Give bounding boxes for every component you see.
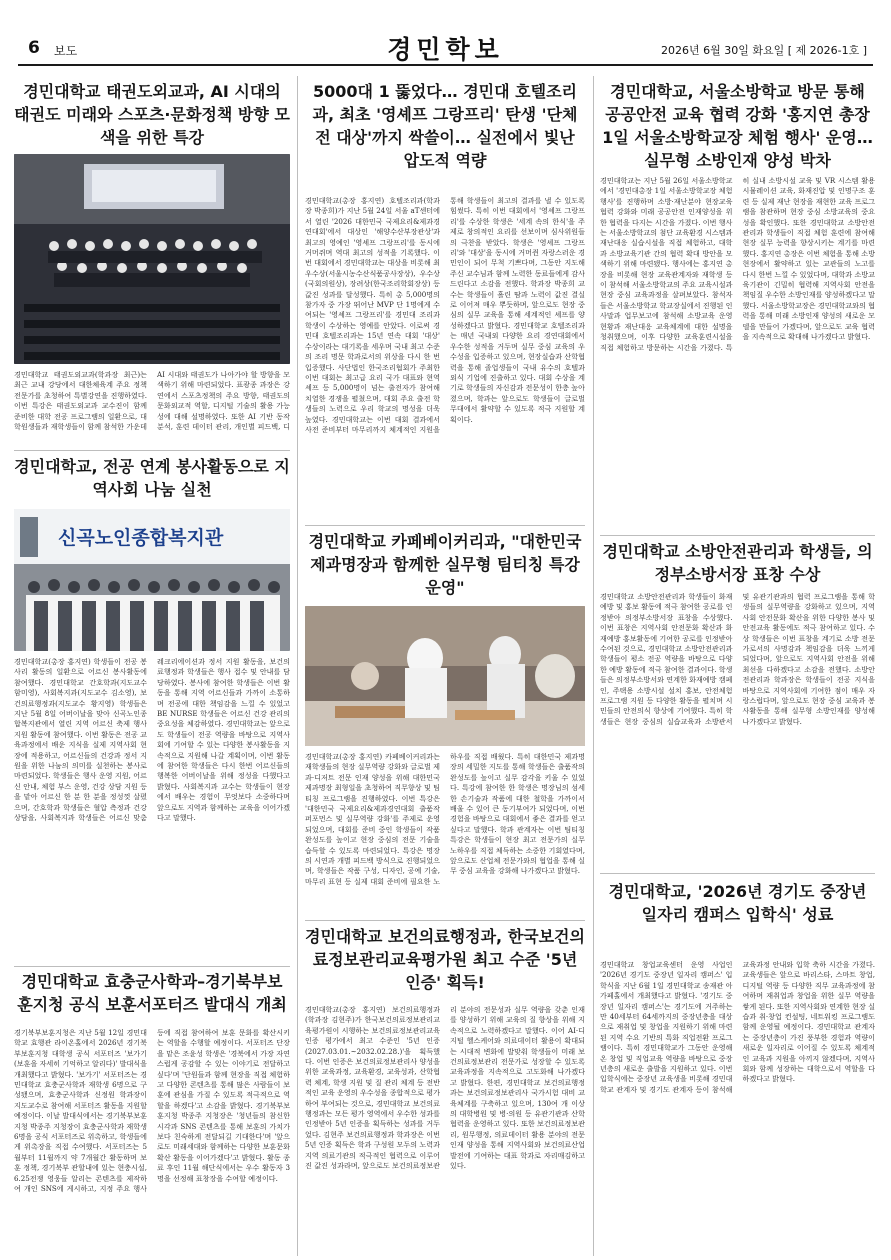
article-body: 경기북부보훈지청은 지난 5월 12일 경민대학교 효행관 라이온홀에서 2026년 경기북부보훈지청 대학생 공식 서포터즈 '보가기(보훈을 자세히 기억하고 알리다)' 발대식을 개최했다고 밝혔다. '보가기' 서포터즈는 경민대학교 효충군사학과 재학생 6명으로 구성됐으며, 효충군사학과 신정원 학과장이 지도교수로 참여해 서포터즈 활동을 지원할 예정이다. 이날 발대식에서는 경기북부보훈지청 박종주 지청장이 효충군사학과 재학생 6명을 공식 서포터즈로 위촉하고, 학생들에게 위촉장을 직접 수여했다. 서포터즈는 5월부터 11월까지 약 7개월간 활동하며 보훈 정책, 경기북부 관할내에 있는 현충시설, 6.25전쟁 영웅들 알리는 콘텐츠를 제작하여 개인 SNS에 게시하고, 지정 주요 행사 등에 직접 참여하여 보훈 문화를 확산시키는 역할을 수행할 예정이다. 서포터즈 단장을 맡은 조윤성 학생은 '경북에서 가장 자연스럽게 공감할 수 있는 이야기로 전달하고 싶다'며 '단원들과 함께 현장을 직접 체험하고 다양한 콘텐츠를 통해 많은 사람들이 보훈에 관심을 가질 수 있도록 적극적으로 역할을 하겠다'고 소감을 밝혔다. 경기북부보훈지청 박종주 지청장은 '청년들의 참신한 시각과 SNS 콘텐츠를 통해 보훈의 가치가 보다 친숙하게 전달되길 기대한다'며 '앞으로도 미래세대와 함께하는 다양한 보훈문화 확산 활동을 이어가겠다'고 밝혔다. 활동 종료 후인 11월 해단식에서는 우수 활동자 3명을 선정해 표창장을 수여할 예정이다.: [14, 1028, 290, 1194]
article-health-admin-certification: [305, 925, 585, 1253]
column-divider: [593, 76, 594, 1256]
article-headline: 경민대학교 보건의료행정과, 한국보건의료정보관리교육평가원 최고 수준 '5년 인증' 획득!: [305, 927, 585, 992]
masthead-rule: [18, 64, 873, 66]
volunteer-group-photo: [14, 509, 290, 651]
newspaper-title: 경민학보: [387, 35, 504, 64]
lecture-group-photo: [14, 154, 290, 364]
section-label: 보도: [54, 44, 78, 58]
article-body: 경민대학교(총장 홍지연) 보건의료행정과(학과장 김현주)가 한국보건의료정보관리교육평가원이 시행하는 보건의료정보관리교육 인증 평가에서 최고 수준인 '5년 인증(2027.03.01.~2032.02.28.)'을 획득했다. 이번 인증은 보건의료정보관리사 양성을 위한 교육과정, 교육환경, 교육성과, 산학협력 체계, 학생 지원 및 질 관리 체계 등 전반적인 교육 운영의 우수성을 종합적으로 평가하여 부여되는 것으로, 경민대학교 보건의료행정과는 모든 평가 영역에서 우수한 성과를 인정받아 5년 인증을 획득하는 성과를 거두었다. 김현주 보건의료행정과 학과장은 이번 5년 인증 획득은 학과 구성원 모두의 노력과 지역 의료기관의 적극적인 협력으로 이루어진 값진 성과라며, 앞으로도 보건의료정보관리 분야의 전문성과 실무 역량을 갖춘 인재를 양성하기 위해 교육의 질 향상을 위해 지속적으로 노력하겠다고 말했다. 이어 AI·디지털 헬스케어와 의료데이터 활용이 확대되는 시대적 변화에 발맞춰 학생들이 미래 보건의료정보관리 전문가로 성장할 수 있도록 교육과정을 지속적으로 고도화해 나가겠다고 밝혔다. 한편, 경민대학교 보건의료행정과는 보건의료정보관리사 국가시험 대비 교육체계를 구축하고 있으며, 130여 개 이상의 대학병원 및 병·의원 등 유관기관과 산학협력을 운영하고 있다. 또한 보건의료정보관리, 원무행정, 의료데이터 활용 분야의 전문 인재 양성을 통해 지역사회와 보건의료산업 발전에 기여하는 대표 학과로 자리매김하고 있다.: [305, 1005, 585, 1171]
issue-info: 2026년 6월 30일 화요일 [ 제 2026-1호 ]: [660, 44, 867, 57]
article-headline: 경민대학교, 서울소방학교 방문 통해 공공안전 교육 협력 강화 '홍지연 총장 1일 서울소방학교장 체험 행사' 운영… 실무형 소방인재 양성 박차: [602, 82, 873, 170]
page-number: 6: [28, 38, 40, 58]
article-body: 경민대학교(총장 홍지연) 학생들이 전공 봉사리 활동의 일환으로 어르신 봉사활동에 참여했다. 경민대학교 간호학과(지도교수 함미영), 사회복지과(지도교수 김소영), 보건의료행정과(지도교수 황지영) 학생들은 지난 5월 8일 어버이날을 맞아 신곡노인종합복지관에서 열린 지역 어르신 축제 행사 지원 활동에 참여했다. 이번 활동은 전공 교육과정에서 배운 지식을 실제 지역사회 현장에 적용하고, 어르신들의 건강과 정서 지원을 위한 나눔의 의미를 실천하는 봉사로 마련되었다. 학생들은 행사 운영 지원, 어르신 안내, 체험 부스 운영, 건강 상담 지원 등을 맡아 어르신 한 분 한 분을 정성껏 살폈으며, 간호학과 학생들은 혈압 측정과 건강 상담을, 사회복지과 학생들은 어르신 맞춤 레크리에이션과 정서 지원 활동을, 보건의료행정과 학생들은 행사 접수 및 안내를 담당하였다. 봉사에 참여한 학생들은 이번 활동을 통해 지역 어르신들과 가까이 소통하며 전공에 대한 책임감을 느낄 수 있었고 BE NURSE 학생들은 어르신 건강 관리의 중요성을 체감하였다. 경민대학교는 앞으로도 학생들이 전공 역량을 바탕으로 지역사회에 기여할 수 있는 다양한 봉사활동을 지속적으로 지원해 나갈 계획이며, 이번 활동에 참여한 학생들은 다시 한번 어르신들의 행복한 어버이날을 위해 정성을 다했다고 밝혔다. 사회복지과 교수는 학생들이 현장에서 배우는 경험이 무엇보다 소중하다며 앞으로도 지역과 함께하는 교육을 이어가겠다고 말했다.: [14, 657, 290, 823]
article-fire-safety-award: [600, 540, 875, 868]
article-divider: [600, 873, 875, 874]
article-headline: 경민대학교 효충군사학과–경기북부보훈지청 공식 보훈서포터즈 발대식 개최: [17, 972, 287, 1014]
article-divider: [305, 920, 585, 921]
article-body: 경민대학교(총장 홍지연) 호텔조리과(학과장 박종희)가 지난 5월 24일 서울 aT센터에서 열린 '2026 대한민국 국제요리&제과경연대회'에서 대상인 '해양수산부장관상'과 최고의 영예인 '영셰프 그랑프리'를 동시에 거머쥐며 역대 최고의 성적을 기록했다. 이번 대회에서 경민대학교는 대상을 비롯해 최우수상(서울시농수산식품공사장상), 우수상(국회의원상), 장려상(한국조리학회장상) 등 값진 성과를 달성했다. 특히 총 5,000명의 참가자 중 가장 뛰어난 MVP 단 1명에게 수여되는 '영셰프 그랑프리'를 경민대 조리과 학생이 수상하는 영예를 안았다. 이로써 경민대 호텔조리과는 15년 연속 대회 '대상' 수상이라는 대기록을 세우며 국내 최고 수준의 조리 명문 학과로서의 위상을 다시 한 번 입증했다. 사단법인 한국조리협회가 주최한 이번 대회는 최고급 요리 국가 대표와 현역 셰프 등 5,000명이 넘는 출전자가 참여해 치열한 경쟁을 펼쳤으며, 대회 주요 출전 학생들의 노력으로 우리 학교의 명성을 더욱 높였다. 경민대학교는 이번 대회 결과에서 사전 준비부터 마무리까지 체계적인 지원을 통해 학생들이 최고의 결과를 낼 수 있도록 힘썼다. 특히 이번 대회에서 '영셰프 그랑프리'를 수상한 학생은 '세계 속의 한식'을 주제로 창의적인 요리를 선보이며 심사위원들의 극찬을 받았다. 학생은 '영셰프 그랑프리'와 '대상'을 동시에 거머쥔 자랑스러운 경민인이 되어 무척 기쁘다며, 그동안 지도해 주신 교수님과 함께 노력한 동료들에게 감사드린다고 소감을 전했다. 학과장 박종희 교수는 학생들이 흘린 땀과 노력이 값진 결실로 이어져 매우 뿌듯하며, 앞으로도 현장 중심의 실무 교육을 통해 세계적인 셰프를 양성하겠다고 밝혔다. 경민대학교 호텔조리과는 매년 국내외 다양한 요리 경연대회에서 우수한 성적을 거두며 실무 중심 교육의 우수성을 입증하고 있으며, 현장실습과 산학협력을 통해 졸업생들이 국내 유수의 호텔과 외식 기업에 진출하고 있다. 대회 수상을 계기로 학생들의 자신감과 전문성이 한층 높아졌으며, 학과는 앞으로도 학생들이 글로벌 무대에서 활약할 수 있도록 적극 지원할 계획이다.: [305, 196, 585, 434]
article-headline: 경민대학교 소방안전관리과 학생들, 의정부소방서장 표창 수상: [602, 542, 873, 584]
baking-class-photo: [305, 606, 585, 746]
article-cafe-bakery-lecture: [305, 530, 585, 915]
article-divider: [305, 525, 585, 526]
article-headline: 5000대 1 뚫었다… 경민대 호텔조리과, 최초 '영셰프 그랑프리' 탄생 '단체전 대상'까지 싹쓸이… 실전에서 빛난 압도적 역량: [312, 82, 578, 170]
masthead: [18, 30, 873, 68]
article-divider: [14, 966, 290, 967]
building-sign: 신곡노인종합복지관: [58, 527, 224, 549]
article-taekwondo-lecture: [14, 80, 290, 444]
article-body: 경민대학교 소방안전관리과 학생들이 화재예방 및 홍보 활동에 적극 참여한 공로를 인정받아 의정부소방서장 표창을 수상했다. 이번 표창은 지역사회 안전문화 확산과 화재예방 홍보활동에 기여한 공로를 인정받아 수여된 것으로, 경민대학교 소방안전관리과 학생들이 평소 전공 역량을 바탕으로 다양한 예방 활동에 적극 참여한 결과이다. 학생들은 의정부소방서와 연계한 화재예방 캠페인, 주택용 소방시설 설치 홍보, 안전체험 프로그램 지원 등 다양한 활동을 펼치며 시민들의 안전의식 향상에 기여했다. 특히 학생들은 현장 중심의 실습교육과 소방관서 및 유관기관과의 협력 프로그램을 통해 학생들의 실무역량을 강화하고 있으며, 지역사회 안전문화 확산을 위한 다양한 봉사 및 안전교육 활동에도 적극 참여하고 있다. 수상 학생들은 이번 표창을 계기로 소방 전문가로서의 사명감과 책임감을 더욱 느끼게 되었다며, 앞으로도 지역사회 안전을 위해 최선을 다하겠다고 소감을 전했다. 소방안전관리과 학과장은 학생들이 전공 지식을 바탕으로 지역사회에 기여한 점이 매우 자랑스럽다며, 앞으로도 현장 중심 교육과 봉사활동을 통해 실무형 소방인재를 양성해 나가겠다고 밝혔다.: [600, 592, 875, 726]
article-body: 경민대학교 창업교육센터 운영 사업인 '2026년 경기도 중장년 일자리 캠퍼스' 입학식을 지난 6월 1일 경민대학교 송재관 아가페홀에서 개최했다고 밝혔다. '경기도 중장년 일자리 캠퍼스'는 경기도에 거주하는 만 40세부터 64세까지의 중장년층을 대상으로 재취업 및 창업을 지원하기 위해 마련된 지역 수요 기반의 특화 직업전환 프로그램이다. 특히 경민대학교가 그동안 운영해 온 창업 및 직업교육 역량을 바탕으로 중장년층의 새로운 출발을 지원하고 있다. 이번 입학식에는 중장년 교육생을 비롯해 경민대학교 관계자 및 경기도 관계자 등이 참석해 교육과정 안내와 입학 축하 시간을 가졌다. 교육생들은 앞으로 바리스타, 스마트 창업, 디지털 역량 등 다양한 직무 교육과정에 참여하며 재취업과 창업을 위한 실무 역량을 쌓게 된다. 또한 지역사회와 연계한 현장 실습과 취·창업 컨설팅, 네트워킹 프로그램도 함께 운영될 예정이다. 경민대학교 관계자는 중장년층이 가진 풍부한 경험과 역량이 새로운 일자리로 이어질 수 있도록 체계적인 교육과 지원을 아끼지 않겠다며, 지역사회와 함께 성장하는 대학으로서 역할을 다하겠다고 밝혔다.: [600, 960, 875, 1094]
article-fire-academy-visit: [600, 80, 875, 530]
article-headline: 경민대학교, 전공 연계 봉사활동으로 지역사회 나눔 실천: [14, 457, 290, 499]
article-headline: 경민대학교 카페베이커리과, "대한민국 제과명장과 함께한 실무형 팀티칭 특강 운영": [308, 532, 582, 597]
article-divider: [600, 535, 875, 536]
article-veterans-supporters: [14, 970, 290, 1252]
article-body: 경민대학교(총장 홍지연) 카페베이커리과는 재학생들의 현장 실무역량 강화와 글로벌 제과·디저트 전문 인재 양성을 위해 대한민국 제과명장 최형일을 초청하여 직무향상 및 팀티칭 프로그램을 진행하였다. 이번 특강은 '대한민국 국제요리&제과경연대회 출품작 퍼포먼스 및 실무역량 강화'를 주제로 운영되었으며, 대회를 준비 중인 학생들이 작품 완성도를 높이고 현장 중심의 전문 기술을 습득할 수 있도록 마련되었다. 특강은 명장의 시연과 개별 피드백 방식으로 진행되었으며, 학생들은 작품 구성, 디자인, 공예 기술, 마무리 표현 등 실제 대회 준비에 필요한 노하우를 직접 배웠다. 특히 대한민국 제과명장의 세밀한 지도를 통해 학생들은 출품작의 완성도를 높이고 실무 감각을 키울 수 있었다. 특강에 참여한 한 학생은 명장님의 섬세한 손기술과 작품에 대한 철학을 가까이서 배울 수 있어 큰 동기부여가 되었다며, 이번 경험을 바탕으로 대회에서 좋은 결과를 얻고 싶다고 말했다. 학과 관계자는 이번 팀티칭 특강은 학생들이 현장 최고 전문가의 실무 노하우를 직접 체득하는 소중한 기회였다며, 앞으로도 산업체 전문가와의 협업을 통해 실무 중심 교육을 강화해 나가겠다고 밝혔다.: [305, 752, 585, 886]
article-body: 경민대학교 태권도외교과(학과장 최근)는 최근 교내 강당에서 대한체육계 주요 정책 전문가를 초청하여 특별강연을 진행하였다. 이번 특강은 태권도외교과 교수진이 함께 준비한 대학 전공 프로그램의 일환으로, 대학원생들과 재학생들이 함께 참석한 가운데 AI 시대와 태권도가 나아가야 할 방향을 모색하기 위해 마련되었다. 표광종 과장은 강연에서 스포츠정책의 주요 방향, 태권도의 문화외교적 역할, 디지털 기술의 활용 가능성에 대해 설명하였다. 또한 AI 기반 동작 분석, 훈련 데이터 관리, 개인별 피드백, 디: [14, 370, 290, 432]
article-headline: 경민대학교 태권도외교과, AI 시대의 태권도 미래와 스포츠·문화정책 방향 모색을 위한 특강: [14, 82, 290, 147]
column-divider: [297, 76, 298, 1256]
article-divider: [14, 450, 290, 451]
article-job-campus-ceremony: [600, 880, 875, 1252]
article-hotel-culinary-award: [305, 80, 585, 520]
article-body: 경민대학교는 지난 5월 26일 서울소방학교에서 '경민대총장 1일 서울소방학교장 체험 행사'를 진행하며 소방·재난분야 현장교육 협력 강화와 미래 공공안전 인재양성을 위한 협력을 다지는 시간을 가졌다. 이번 행사는 서울소방학교의 첨단 교육환경 시스템과 재난대응 실습시설을 직접 체험하고, 대학과 소방교육기관 간의 협력 확대 방안을 모색하기 위해 마련됐다. 행사에는 홍지연 총장을 비롯해 현장 교육관계자와 재학생 등이 참석해 서울소방학교의 주요 교육시설과 현장 중심 교육과정을 살펴보았다. 참석자들은 서울소방학교 학교장실에서 진행된 인사말과 업무보고에 참석해 소방교육 운영 현황과 재난대응 교육체계에 대한 설명을 청취했으며, 이후 다양한 교육훈련시설을 직접 체험하고 방문하는 시간을 가졌다. 특히 실내 소방시설 교육 및 VR 시스템 활용 시뮬레이션 교육, 화재진압 및 인명구조 훈련 등 실제 재난 현장을 재현한 교육 프로그램을 참관하며 현장 중심 소방교육의 중요성을 확인했다. 또한 경민대학교 소방안전관리과 학생들이 직접 체험 훈련에 참여해 현장 실무 능력을 향상시키는 계기를 마련했다. 홍지연 총장은 이번 체험을 통해 소방 현장에서 활약하고 있는 교관들의 노고를 다시 한번 느낄 수 있었다며, 대학과 소방교육기관이 긴밀히 협력해 지역사회 안전을 책임질 우수한 소방인재를 양성하겠다고 말했다. 서울소방학교장은 경민대학교와의 협력을 통해 미래 소방인재 양성의 새로운 모델을 만들어 가겠다며, 앞으로도 교육 협력을 지속적으로 확대해 나가겠다고 밝혔다.: [600, 176, 875, 352]
article-volunteer-service: [14, 455, 290, 961]
article-headline: 경민대학교, '2026년 경기도 중장년 일자리 캠퍼스 입학식' 성료: [608, 882, 867, 924]
